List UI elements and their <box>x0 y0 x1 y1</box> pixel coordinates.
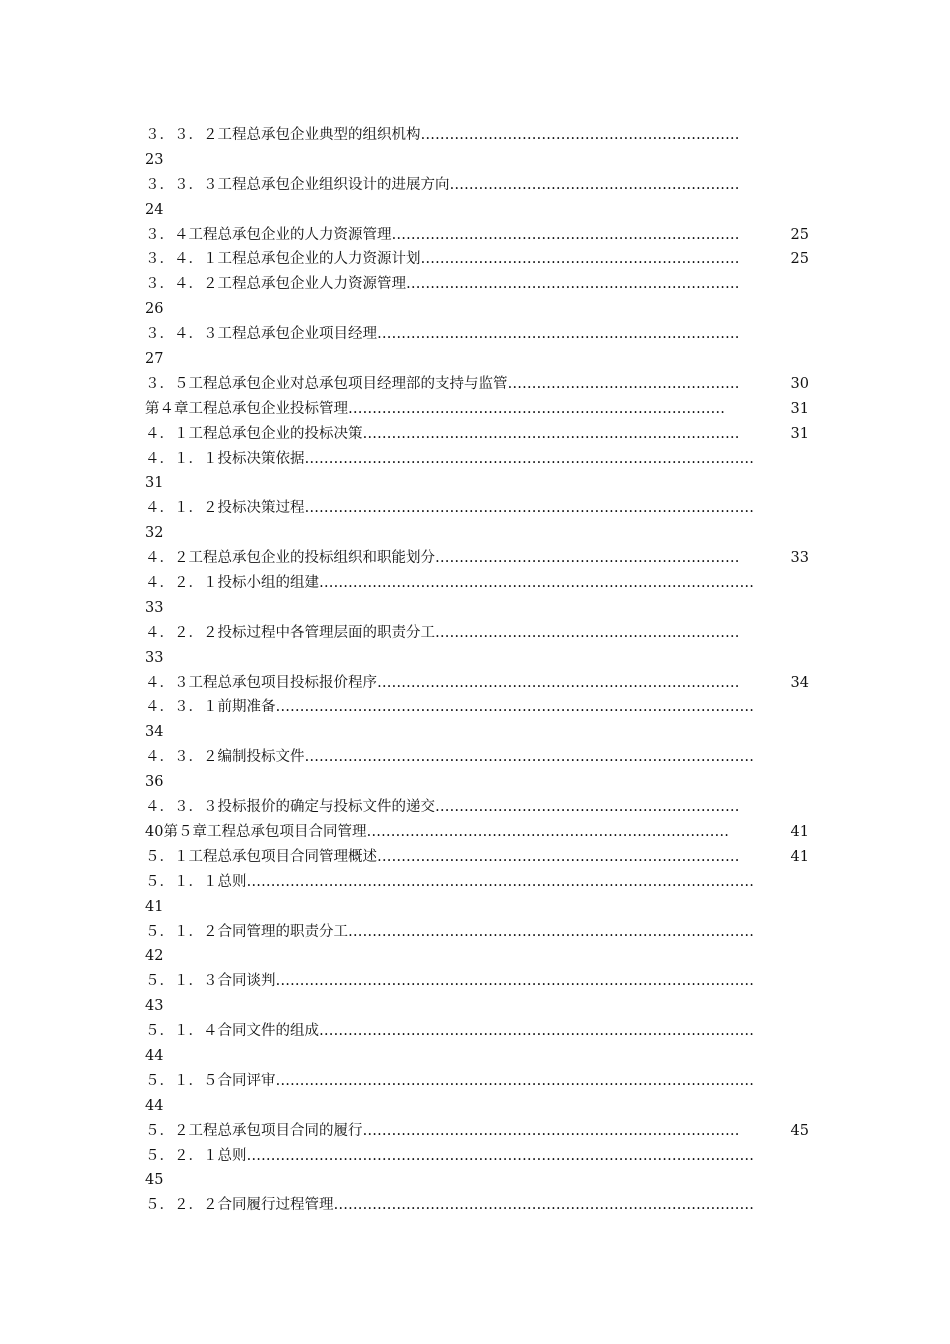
toc-line <box>145 521 809 546</box>
toc-entry-text: 27 <box>145 351 164 368</box>
toc-line <box>145 770 809 795</box>
toc-entry-text: ３．４．３工程总承包企业项目经理………………………………………………………………… <box>145 326 740 343</box>
toc-entry-text: ３．４．２工程总承包企业人力资源管理…………………………………………………………… <box>145 276 740 293</box>
toc-page-number: 31 <box>789 422 809 447</box>
toc-entry-text: ４．３工程总承包项目投标报价程序………………………………………………………………… <box>145 674 740 691</box>
toc-entry-text: 24 <box>145 201 164 218</box>
toc-entry-text: ４．２．１投标小组的组建……………………………………………………………………………… <box>145 575 754 592</box>
toc-line <box>145 720 809 745</box>
toc-entry-text: ４．３．３投标报价的确定与投标文件的递交……………………………………………………… <box>145 799 740 816</box>
toc-entry-text: ４．２．２投标过程中各管理层面的职责分工……………………………………………………… <box>145 624 740 641</box>
toc-line <box>145 1144 809 1169</box>
toc-line <box>145 1119 809 1144</box>
toc-page-number: 41 <box>789 845 809 870</box>
toc-page-number: 45 <box>789 1119 809 1144</box>
toc-line <box>145 920 809 945</box>
toc-entry-text: 34 <box>145 724 164 741</box>
toc-line <box>145 372 809 397</box>
toc-line <box>145 1019 809 1044</box>
toc-line <box>145 845 809 870</box>
toc-entry-text: 41 <box>145 898 164 915</box>
toc-line <box>145 447 809 472</box>
toc-entry-text: ５．１．５合同评审……………………………………………………………………………………… <box>145 1072 754 1089</box>
toc-entry-text: ５．１．２合同管理的职责分工………………………………………………………………………… <box>145 923 754 940</box>
toc-line <box>145 322 809 347</box>
toc-entry-text: ４．１．２投标决策过程………………………………………………………………………………… <box>145 500 754 517</box>
toc-page-number: 31 <box>789 397 809 422</box>
toc-entry-text: 43 <box>145 998 164 1015</box>
toc-entry-text: 44 <box>145 1047 164 1064</box>
toc-entry-text: ３．３．３工程总承包企业组织设计的进展方向…………………………………………………… <box>145 176 740 193</box>
toc-line <box>145 820 809 845</box>
toc-line <box>145 272 809 297</box>
toc-entry-text: 31 <box>145 475 164 492</box>
toc-entry-text: 40第５章工程总承包项目合同管理………………………………………………………………… <box>145 823 729 840</box>
toc-line <box>145 745 809 770</box>
toc-entry-text: 33 <box>145 599 164 616</box>
toc-page-number: 41 <box>789 820 809 845</box>
toc-line <box>145 247 809 272</box>
toc-entry-text: ４．１．１投标决策依据………………………………………………………………………………… <box>145 450 754 467</box>
toc-line <box>145 546 809 571</box>
toc-line <box>145 397 809 422</box>
toc-line <box>145 148 809 173</box>
toc-entry-text: ４．３．２编制投标文件………………………………………………………………………………… <box>145 749 754 766</box>
toc-entry-text: 32 <box>145 525 164 542</box>
toc-line <box>145 695 809 720</box>
toc-line <box>145 297 809 322</box>
toc-entry-text: ５．１．４合同文件的组成……………………………………………………………………………… <box>145 1023 754 1040</box>
toc-entry-text: ５．２工程总承包项目合同的履行…………………………………………………………………… <box>145 1122 740 1139</box>
toc-entry-text: ５．１．３合同谈判……………………………………………………………………………………… <box>145 973 754 990</box>
toc-entry-text: 26 <box>145 301 164 318</box>
toc-line <box>145 571 809 596</box>
toc-line <box>145 596 809 621</box>
toc-line <box>145 422 809 447</box>
toc-line <box>145 123 809 148</box>
toc-line <box>145 944 809 969</box>
toc-line <box>145 870 809 895</box>
toc-entry-text: ５．１工程总承包项目合同管理概述………………………………………………………………… <box>145 848 740 865</box>
toc-line <box>145 646 809 671</box>
toc-entry-text: 42 <box>145 948 164 965</box>
toc-entry-text: ５．１．１总则…………………………………………………………………………………………… <box>145 873 754 890</box>
toc-line <box>145 471 809 496</box>
toc-line <box>145 671 809 696</box>
toc-line <box>145 994 809 1019</box>
toc-page-number: 30 <box>789 372 809 397</box>
toc-line <box>145 621 809 646</box>
toc-entry-text: 45 <box>145 1172 164 1189</box>
toc-line <box>145 173 809 198</box>
toc-entry-text: 44 <box>145 1097 164 1114</box>
toc-entry-text: ３．５工程总承包企业对总承包项目经理部的支持与监管………………………………………… <box>145 375 740 392</box>
toc-entry-text: ５．２．２合同履行过程管理…………………………………………………………………………… <box>145 1197 754 1214</box>
toc-entry-text: ５．２．１总则…………………………………………………………………………………………… <box>145 1147 754 1164</box>
toc-line <box>145 1193 809 1218</box>
toc-entry-text: ３．４．１工程总承包企业的人力资源计划………………………………………………………… <box>145 251 740 268</box>
toc-line <box>145 1069 809 1094</box>
toc-page-number: 25 <box>789 223 809 248</box>
toc-entry-text: 33 <box>145 649 164 666</box>
toc-line <box>145 223 809 248</box>
toc-line <box>145 347 809 372</box>
toc-entry-text: ４．２工程总承包企业的投标组织和职能划分……………………………………………………… <box>145 550 740 567</box>
toc-line <box>145 496 809 521</box>
toc-entry-text: ３．４工程总承包企业的人力资源管理……………………………………………………………… <box>145 226 740 243</box>
toc-line <box>145 1044 809 1069</box>
toc-entry-text: 23 <box>145 151 164 168</box>
toc-entry-text: ４．３．１前期准备……………………………………………………………………………………… <box>145 699 754 716</box>
toc-line <box>145 969 809 994</box>
toc-line <box>145 198 809 223</box>
toc-page-number: 25 <box>789 247 809 272</box>
toc-line <box>145 1168 809 1193</box>
toc-page-number: 33 <box>789 546 809 571</box>
toc-page-number: 34 <box>789 671 809 696</box>
toc-entry-text: ３．３．２工程总承包企业典型的组织机构………………………………………………………… <box>145 127 740 143</box>
table-of-contents <box>145 123 809 1218</box>
toc-entry-text: 第４章工程总承包企业投标管理…………………………………………………………………… <box>145 400 725 417</box>
toc-entry-text: 36 <box>145 774 164 791</box>
toc-line <box>145 1094 809 1119</box>
toc-line <box>145 895 809 920</box>
toc-entry-text: ４．１工程总承包企业的投标决策…………………………………………………………………… <box>145 425 740 442</box>
toc-line <box>145 795 809 820</box>
